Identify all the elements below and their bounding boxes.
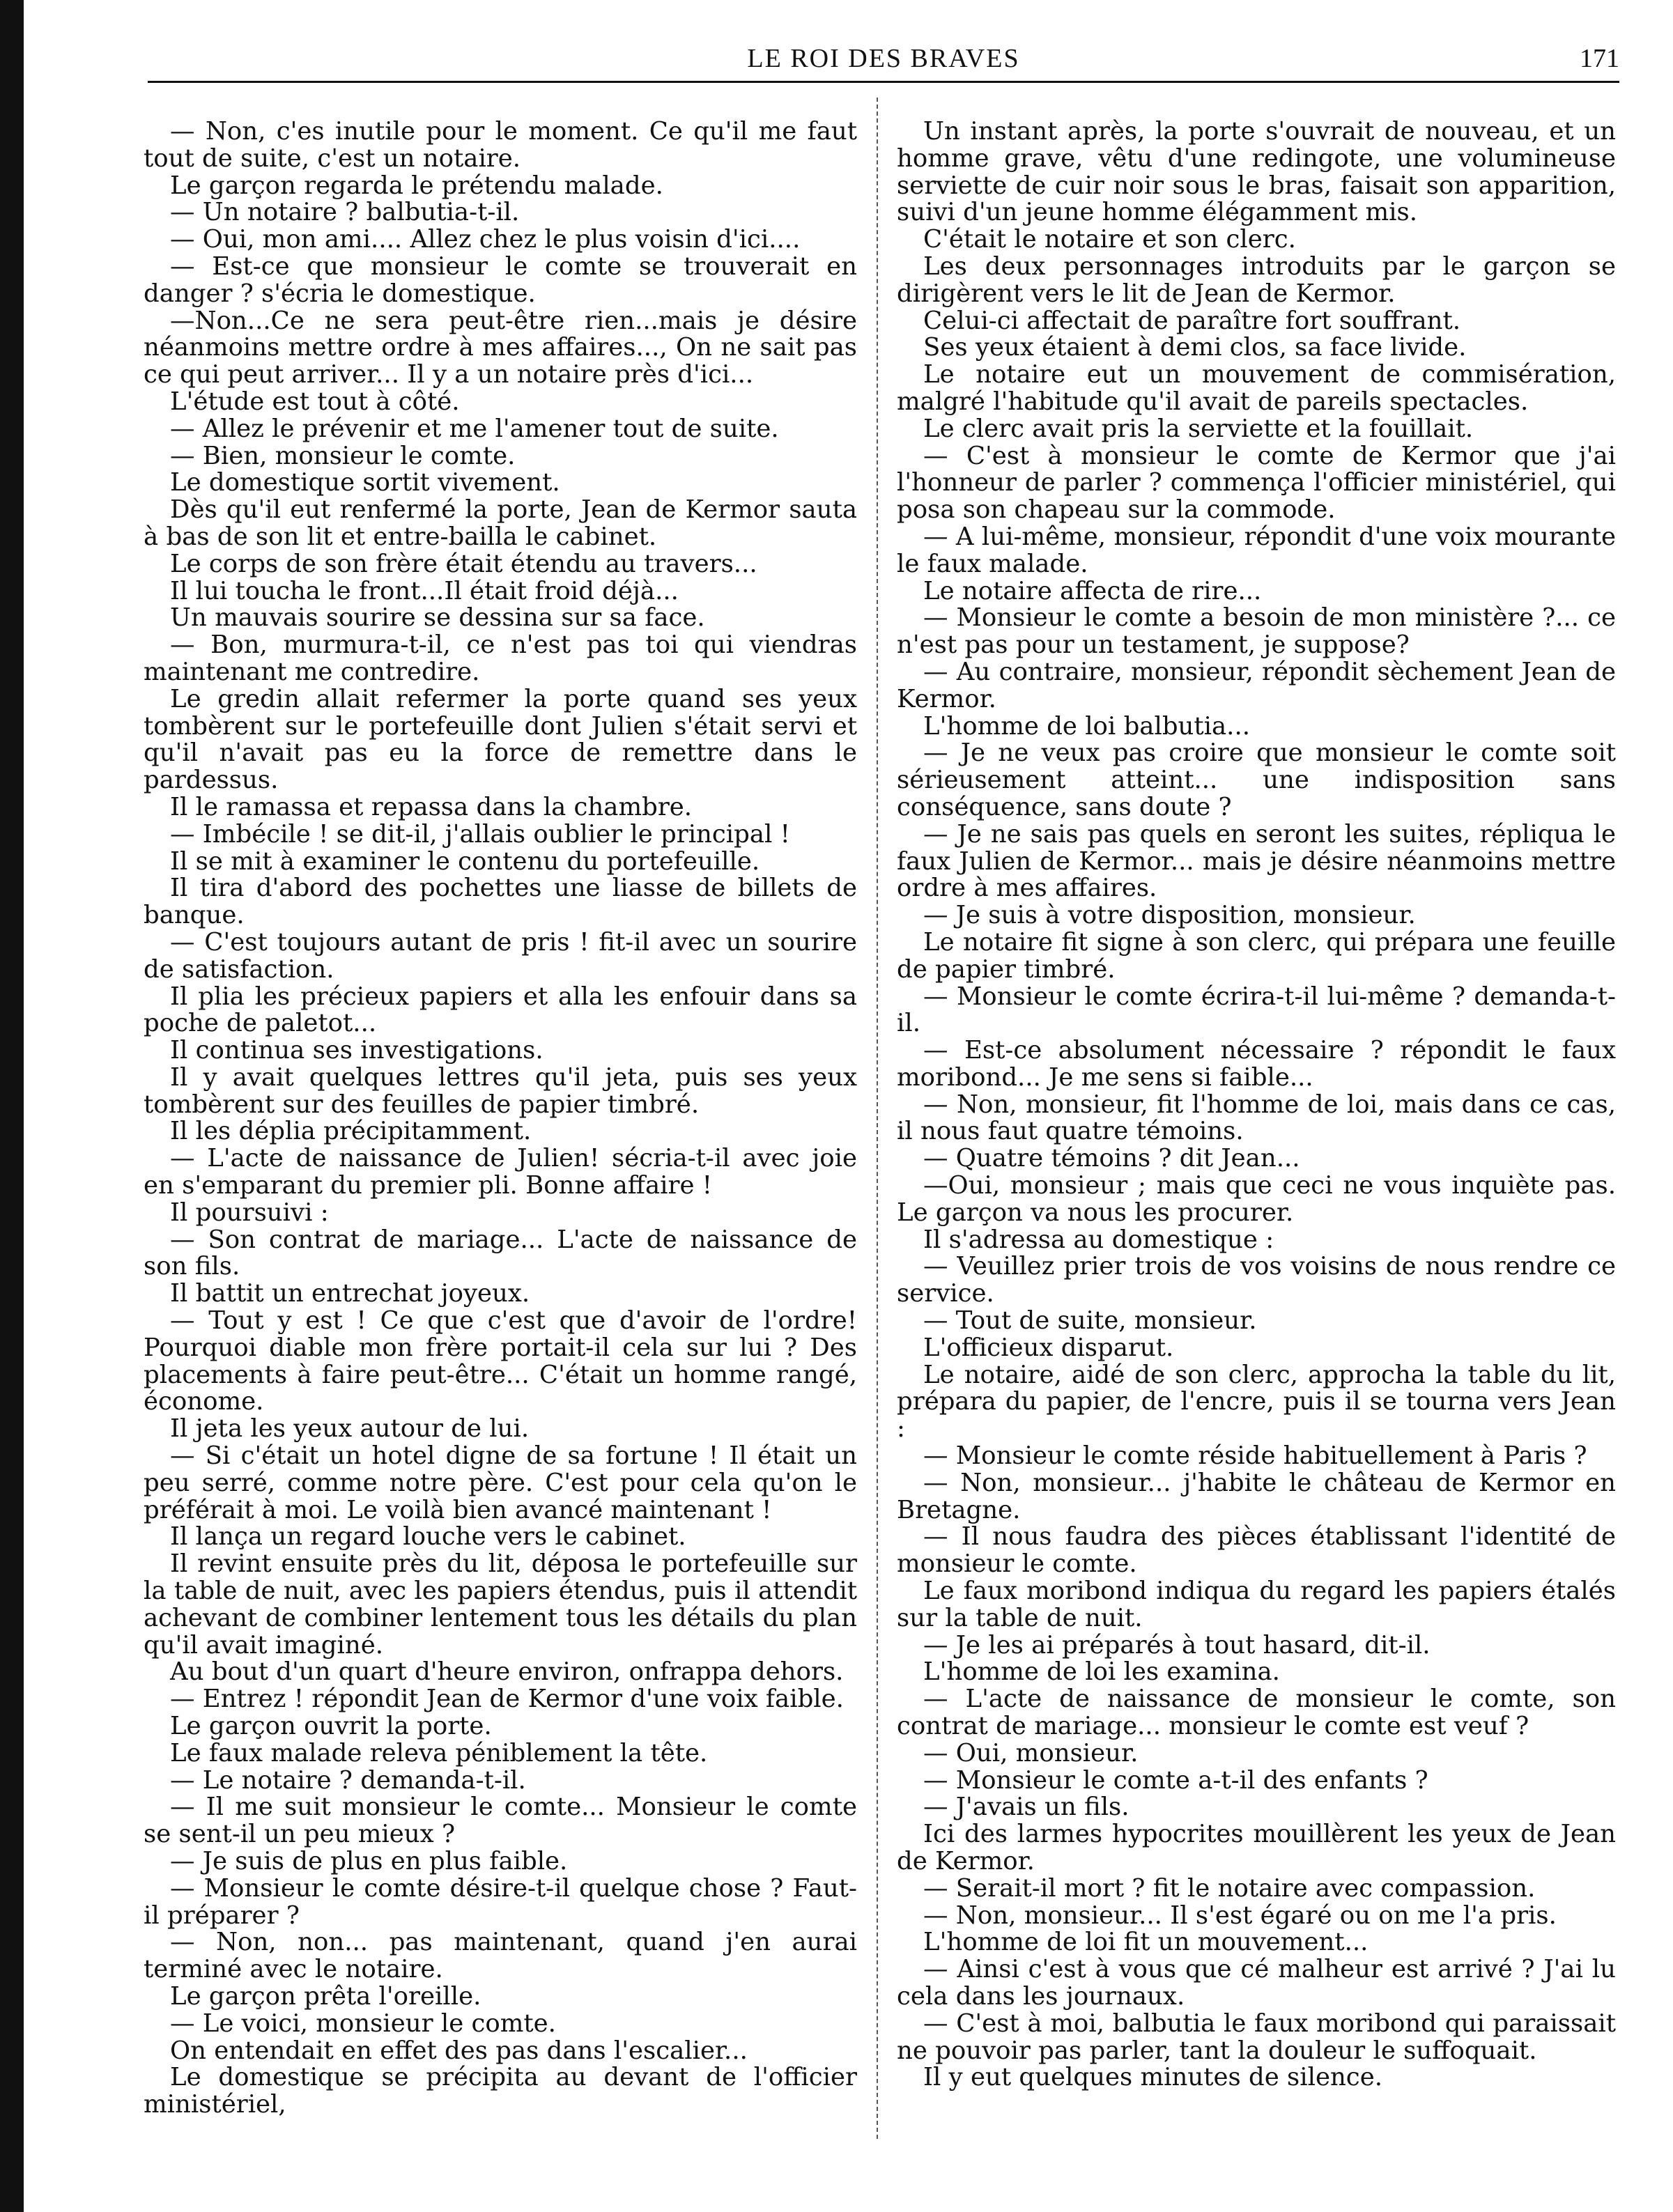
- paragraph: Il se mit à examiner le contenu du portefeuille.: [170, 846, 760, 876]
- paragraph: Il battit un entrechat joyeux.: [170, 1279, 530, 1308]
- paragraph: — Non, monsieur... j'habite le château de Kermor en Bretagne.: [897, 1468, 1616, 1524]
- paragraph: Il y eut quelques minutes de silence.: [923, 2063, 1382, 2092]
- paragraph: — Le notaire ? demanda-t-il.: [170, 1765, 526, 1795]
- paragraph: — Je ne veux pas croire que monsieur le comte soit sérieusement atteint... une indisposition sans conséquence, sans doute ?: [897, 738, 1616, 821]
- running-title: LE ROI DES BRAVES: [747, 44, 1020, 73]
- paragraph: Un mauvais sourire se dessina sur sa face.: [170, 603, 705, 633]
- paragraph: Celui-ci affectait de paraître fort souffrant.: [923, 306, 1461, 335]
- paragraph: Le notaire, aidé de son clerc, approcha la table du lit, prépara du papier, de l'encre, puis il se tourna vers Jean :: [897, 1360, 1616, 1444]
- paragraph: — Tout y est ! Ce que c'est que d'avoir de l'ordre! Pourquoi diable mon frère portait-il cela sur lui ? Des placements à faire peut-être... C'était un homme rangé, économe.: [144, 1306, 857, 1416]
- paragraph: Il plia les précieux papiers et alla les enfouir dans sa poche de paletot...: [144, 982, 857, 1038]
- paragraph: Il lui toucha le front...Il était froid déjà...: [170, 576, 679, 605]
- paragraph: — C'est à monsieur le comte de Kermor que j'ai l'honneur de parler ? commença l'officier ministériel, qui posa son chapeau sur la commode.: [897, 441, 1616, 525]
- paragraph: Il continua ses investigations.: [170, 1036, 543, 1065]
- paragraph: Au bout d'un quart d'heure environ, onfrappa dehors.: [170, 1657, 844, 1687]
- paragraph: — J'avais un fils.: [923, 1793, 1130, 1822]
- paragraph: Il les déplia précipitamment.: [170, 1117, 532, 1146]
- paragraph: — Monsieur le comte désire-t-il quelque chose ? Faut-il préparer ?: [144, 1873, 857, 1930]
- paragraph: Le domestique se précipita au devant de l'officier ministériel,: [144, 2063, 857, 2119]
- paragraph: — Oui, monsieur.: [923, 1738, 1139, 1768]
- paragraph: Il lança un regard louche vers le cabinet.: [170, 1522, 686, 1552]
- paragraph: Il s'adressa au domestique :: [923, 1225, 1274, 1254]
- paragraph: Ici des larmes hypocrites mouillèrent les yeux de Jean de Kermor.: [897, 1820, 1616, 1875]
- paragraph: — Au contraire, monsieur, répondit sèchement Jean de Kermor.: [897, 657, 1616, 713]
- paragraph: — Il nous faudra des pièces établissant l'identité de monsieur le comte.: [897, 1522, 1616, 1579]
- paragraph: — Est-ce absolument nécessaire ? répondit le faux moribond... Je me sens si faible...: [897, 1036, 1616, 1092]
- paragraph: — Son contrat de mariage... L'acte de naissance de son fils.: [144, 1225, 857, 1281]
- paragraph: — Monsieur le comte a-t-il des enfants ?: [923, 1765, 1428, 1795]
- paragraph: Il tira d'abord des pochettes une liasse de billets de banque.: [144, 874, 857, 930]
- paragraph: Dès qu'il eut renfermé la porte, Jean de Kermor sauta à bas de son lit et entre-bailla le cabinet.: [144, 495, 857, 551]
- paragraph: — Monsieur le comte écrira-t-il lui-même ? demanda-t-il.: [897, 982, 1616, 1038]
- paragraph: — Allez le prévenir et me l'amener tout de suite.: [170, 414, 779, 443]
- paragraph: L'homme de loi fit un mouvement...: [923, 1928, 1369, 1957]
- paragraph: Il y avait quelques lettres qu'il jeta, puis ses yeux tombèrent sur des feuilles de papier timbré.: [144, 1062, 857, 1119]
- paragraph: Ses yeux étaient à demi clos, sa face livide.: [923, 333, 1467, 362]
- paragraph: L'étude est tout à côté.: [170, 387, 460, 416]
- paragraph: Le faux moribond indiqua du regard les papiers étalés sur la table de nuit.: [897, 1577, 1616, 1632]
- paragraph: — Non, monsieur... Il s'est égaré ou on me l'a pris.: [923, 1901, 1557, 1930]
- paragraph: — Bon, murmura-t-il, ce n'est pas toi qui viendras maintenant me contredire.: [144, 631, 857, 686]
- paragraph: — L'acte de naissance de monsieur le comte, son contrat de mariage... monsieur le comte est veuf ?: [897, 1685, 1616, 1741]
- paragraph: — Tout de suite, monsieur.: [923, 1306, 1257, 1336]
- paragraph: Il le ramassa et repassa dans la chambre.: [170, 792, 693, 821]
- paragraph: — Non, c'es inutile pour le moment. Ce qu'il me faut tout de suite, c'est un notaire.: [144, 117, 857, 173]
- paragraph: — Est-ce que monsieur le comte se trouverait en danger ? s'écria le domestique.: [144, 252, 857, 308]
- paragraph: Le notaire affecta de rire...: [923, 576, 1262, 605]
- page-number: 171: [1580, 44, 1619, 73]
- paragraph: Il jeta les yeux autour de lui.: [170, 1414, 530, 1444]
- paragraph: — Quatre témoins ? dit Jean...: [923, 1144, 1300, 1173]
- paragraph: —Non...Ce ne sera peut-être rien...mais je désire néanmoins mettre ordre à mes affaires..., On ne sait pas ce qui peut arriver... Il y a un notaire près d'ici...: [144, 306, 857, 389]
- paragraph: — Oui, mon ami.... Allez chez le plus voisin d'ici....: [170, 225, 801, 254]
- paragraph: — Entrez ! répondit Jean de Kermor d'une voix faible.: [170, 1685, 844, 1714]
- paragraph: — Bien, monsieur le comte.: [170, 441, 516, 470]
- paragraph: — Il me suit monsieur le comte... Monsieur le comte se sent-il un peu mieux ?: [144, 1793, 857, 1849]
- paragraph: — Non, non... pas maintenant, quand j'en aurai terminé avec le notaire.: [144, 1928, 857, 1984]
- paragraph: Le clerc avait pris la serviette et la fouillait.: [923, 414, 1474, 443]
- paragraph: — Un notaire ? balbutia-t-il.: [170, 198, 520, 227]
- paragraph: — Imbécile ! se dit-il, j'allais oublier le principal !: [170, 819, 790, 849]
- paragraph: — Je ne sais pas quels en seront les suites, répliqua le faux Julien de Kermor... mais je désire néanmoins mettre ordre à mes affaires.: [897, 819, 1616, 903]
- paragraph: — C'est toujours autant de pris ! fit-il avec un sourire de satisfaction.: [144, 927, 857, 984]
- paragraph: L'homme de loi les examina.: [923, 1657, 1280, 1687]
- paragraph: — A lui-même, monsieur, répondit d'une voix mourante le faux malade.: [897, 522, 1616, 578]
- paragraph: Le domestique sortit vivement.: [170, 468, 560, 497]
- paragraph: Un instant après, la porte s'ouvrait de nouveau, et un homme grave, vêtu d'une redingote, une volumineuse serviette de cuir noir sous le bras, faisait son apparition, suivi d'un jeune homme élégamment mis.: [897, 117, 1616, 227]
- paragraph: — Je les ai préparés à tout hasard, dit-il.: [923, 1630, 1431, 1660]
- paragraph: — C'est à moi, balbutia le faux moribond qui paraissait ne pouvoir pas parler, tant la douleur le suffoquait.: [897, 2009, 1616, 2065]
- paragraph: Le garçon regarda le prétendu malade.: [170, 171, 663, 200]
- paragraph: — Serait-il mort ? fit le notaire avec compassion.: [923, 1873, 1536, 1903]
- paragraph: — L'acte de naissance de Julien! sécria-t-il avec joie en s'emparant du premier pli. Bonne affaire !: [144, 1144, 857, 1200]
- paragraph: L'officieux disparut.: [923, 1333, 1174, 1362]
- paragraph: — Ainsi c'est à vous que cé malheur est arrivé ? J'ai lu cela dans les journaux.: [897, 1955, 1616, 2011]
- paragraph: L'homme de loi balbutia...: [923, 711, 1251, 741]
- paragraph: —Oui, monsieur ; mais que ceci ne vous inquiète pas. Le garçon va nous les procurer.: [897, 1171, 1616, 1227]
- paragraph: Le notaire eut un mouvement de commisération, malgré l'habitude qu'il avait de pareils spectacles.: [897, 360, 1616, 416]
- paragraph: — Je suis de plus en plus faible.: [170, 1847, 568, 1875]
- paragraph: Le garçon ouvrit la porte.: [170, 1712, 492, 1741]
- paragraph: Il poursuivi :: [170, 1198, 329, 1227]
- paragraph: — Le voici, monsieur le comte.: [170, 2009, 556, 2038]
- paragraph: Le faux malade releva péniblement la tête.: [170, 1738, 708, 1768]
- paragraph: Le garçon prêta l'oreille.: [170, 1981, 481, 2011]
- book-spine-edge: [0, 0, 24, 2212]
- paragraph: On entendait en effet des pas dans l'escalier...: [170, 2036, 748, 2065]
- paragraph: Les deux personnages introduits par le garçon se dirigèrent vers le lit de Jean de Kermor.: [897, 252, 1616, 308]
- paragraph: Il revint ensuite près du lit, déposa le portefeuille sur la table de nuit, avec les papiers étendus, puis il attendit achevant de combiner lentement tous les détails du plan qu'il avait imaginé.: [144, 1549, 857, 1660]
- page-header: [148, 43, 1619, 82]
- column-divider: [877, 98, 878, 2139]
- paragraph: — Non, monsieur, fit l'homme de loi, mais dans ce cas, il nous faut quatre témoins.: [897, 1090, 1616, 1146]
- paragraph: — Je suis à votre disposition, monsieur.: [923, 901, 1416, 930]
- paragraph: C'était le notaire et son clerc.: [923, 225, 1296, 254]
- paragraph: Le corps de son frère était étendu au travers...: [170, 549, 757, 578]
- paragraph: — Monsieur le comte réside habituellement à Paris ?: [923, 1441, 1587, 1471]
- paragraph: Le gredin allait refermer la porte quand ses yeux tombèrent sur le portefeuille dont Julien s'était servi et qu'il n'avait pas eu la force de remettre dans le pardessus.: [144, 684, 857, 795]
- paragraph: — Veuillez prier trois de vos voisins de nous rendre ce service.: [897, 1252, 1616, 1308]
- left-column: [144, 118, 857, 2119]
- right-column: [897, 118, 1616, 2091]
- paragraph: — Monsieur le comte a besoin de mon ministère ?... ce n'est pas pour un testament, je suppose?: [897, 603, 1616, 660]
- paragraph: — Si c'était un hotel digne de sa fortune ! Il était un peu serré, comme notre père. C'est pour cela qu'on le préférait à moi. Le voilà bien avancé maintenant !: [144, 1441, 857, 1524]
- paragraph: Le notaire fit signe à son clerc, qui prépara une feuille de papier timbré.: [897, 927, 1616, 984]
- header-rule: [148, 81, 1619, 83]
